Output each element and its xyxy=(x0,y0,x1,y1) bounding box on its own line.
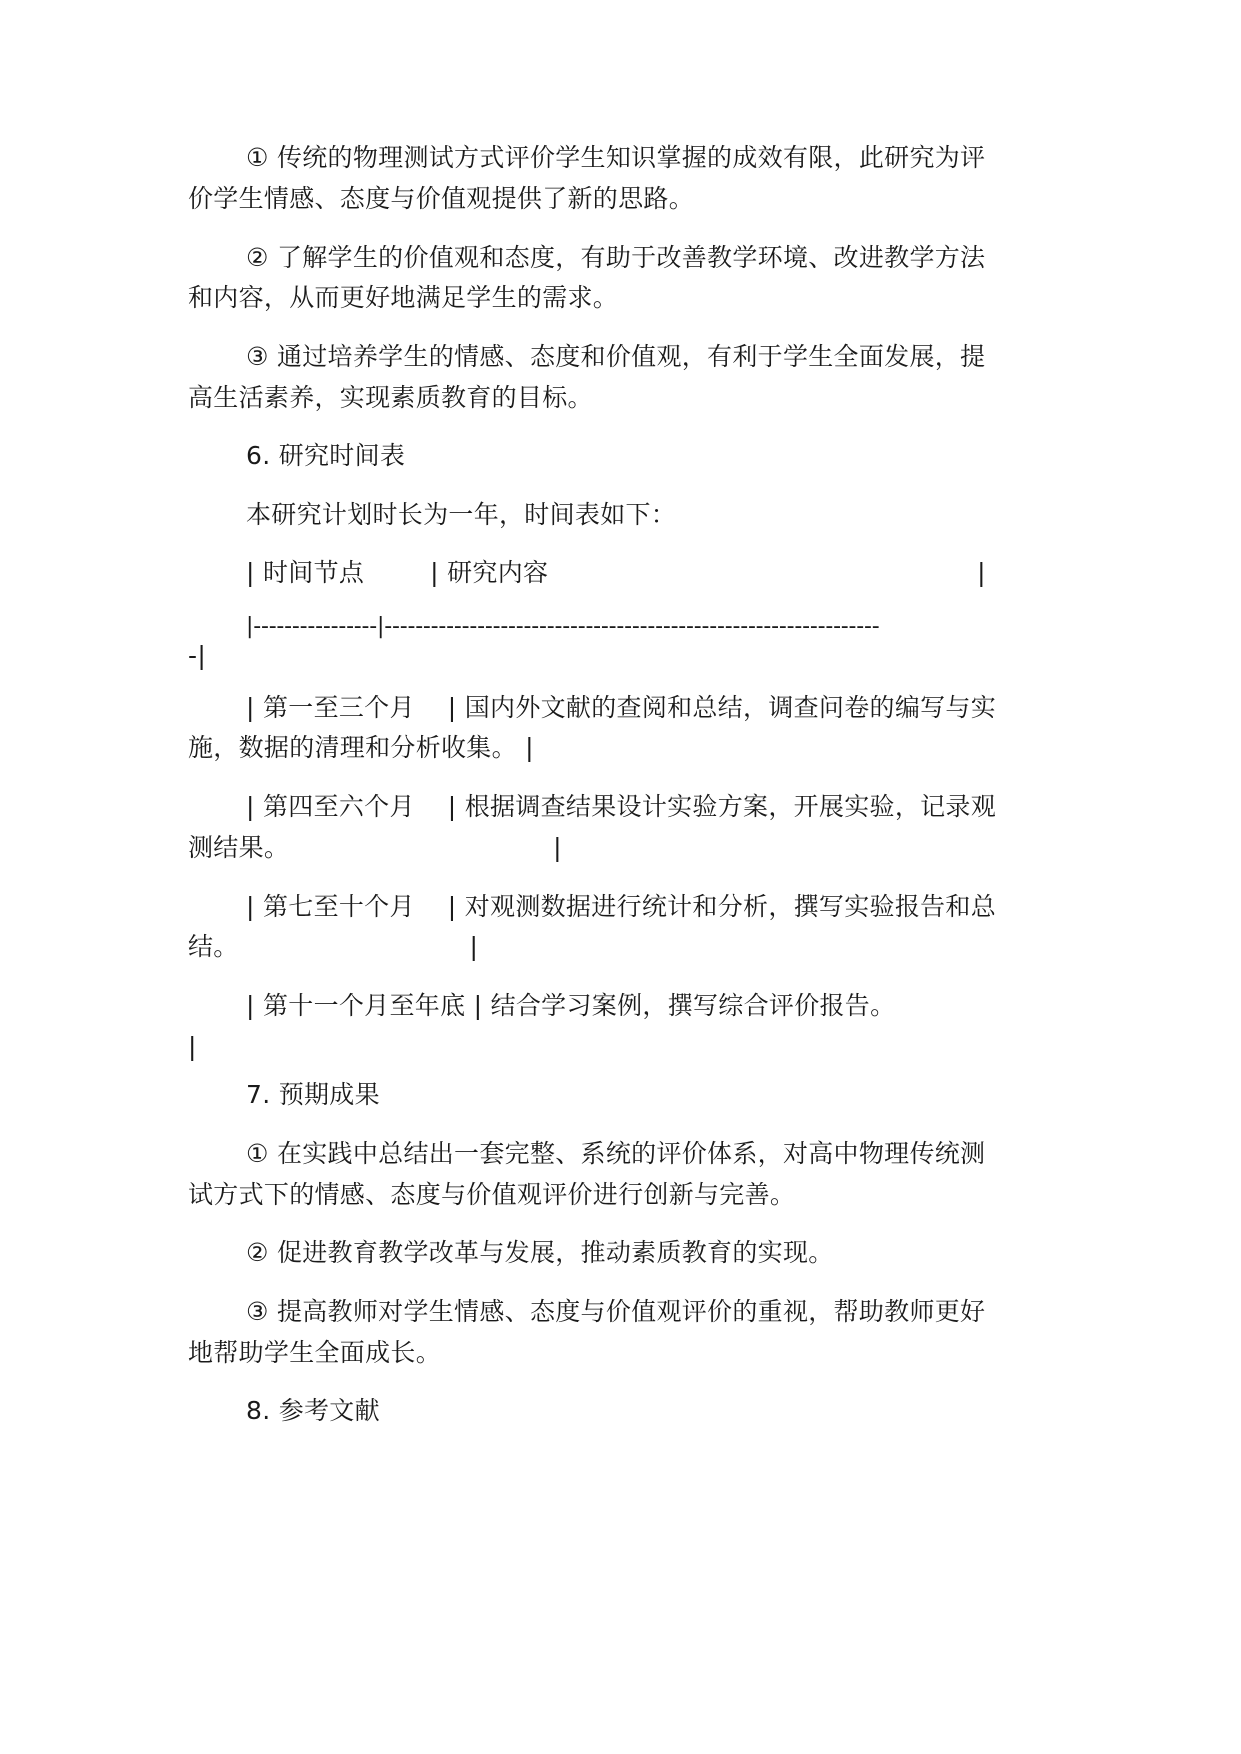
table-row-line: | 第十一个月至年底 | 结合学习案例，撰写综合评价报告。 xyxy=(246,991,896,1020)
table-row-line: | 第四至六个月 | 根据调查结果设计实验方案，开展实验，记录观 xyxy=(246,792,997,821)
paragraph-line: 本研究计划时长为一年，时间表如下： xyxy=(246,500,677,529)
paragraph-line: ② 促进教育教学改革与发展，推动素质教育的实现。 xyxy=(246,1238,834,1267)
table-row-line: 测结果。 | xyxy=(188,833,562,862)
section-heading: 6. 研究时间表 xyxy=(246,441,406,470)
paragraph-line: 价学生情感、态度与价值观提供了新的思路。 xyxy=(188,184,695,213)
table-row-line: | 第一至三个月 | 国内外文献的查阅和总结，调查问卷的编写与实 xyxy=(246,693,997,722)
table-header-line: | 时间节点 | 研究内容 | xyxy=(246,558,986,587)
paragraph-line: 地帮助学生全面成长。 xyxy=(188,1338,442,1367)
paragraph-line: ① 在实践中总结出一套完整、系统的评价体系，对高中物理传统测 xyxy=(246,1139,986,1168)
table-row-line: | xyxy=(188,1032,197,1061)
paragraph-line: 和内容，从而更好地满足学生的需求。 xyxy=(188,283,619,312)
paragraph-line: 高生活素养，实现素质教育的目标。 xyxy=(188,383,593,412)
paragraph-line: ③ 通过培养学生的情感、态度和价值观，有利于学生全面发展，提 xyxy=(246,342,986,371)
table-row-line: 施，数据的清理和分析收集。 | xyxy=(188,733,534,762)
table-separator-line: |----------------|---------------------------------------------------------------- xyxy=(246,614,880,639)
paragraph-line: 试方式下的情感、态度与价值观评价进行创新与完善。 xyxy=(188,1180,796,1209)
section-heading: 7. 预期成果 xyxy=(246,1080,380,1109)
paragraph-line: ③ 提高教师对学生情感、态度与价值观评价的重视，帮助教师更好 xyxy=(246,1297,986,1326)
paragraph-line: ② 了解学生的价值观和态度，有助于改善教学环境、改进教学方法 xyxy=(246,243,986,272)
section-heading: 8. 参考文献 xyxy=(246,1396,380,1425)
table-separator-line: -| xyxy=(188,641,207,670)
table-row-line: | 第七至十个月 | 对观测数据进行统计和分析，撰写实验报告和总 xyxy=(246,892,997,921)
paragraph-line: ① 传统的物理测试方式评价学生知识掌握的成效有限，此研究为评 xyxy=(246,143,986,172)
table-row-line: 结。 | xyxy=(188,932,479,961)
